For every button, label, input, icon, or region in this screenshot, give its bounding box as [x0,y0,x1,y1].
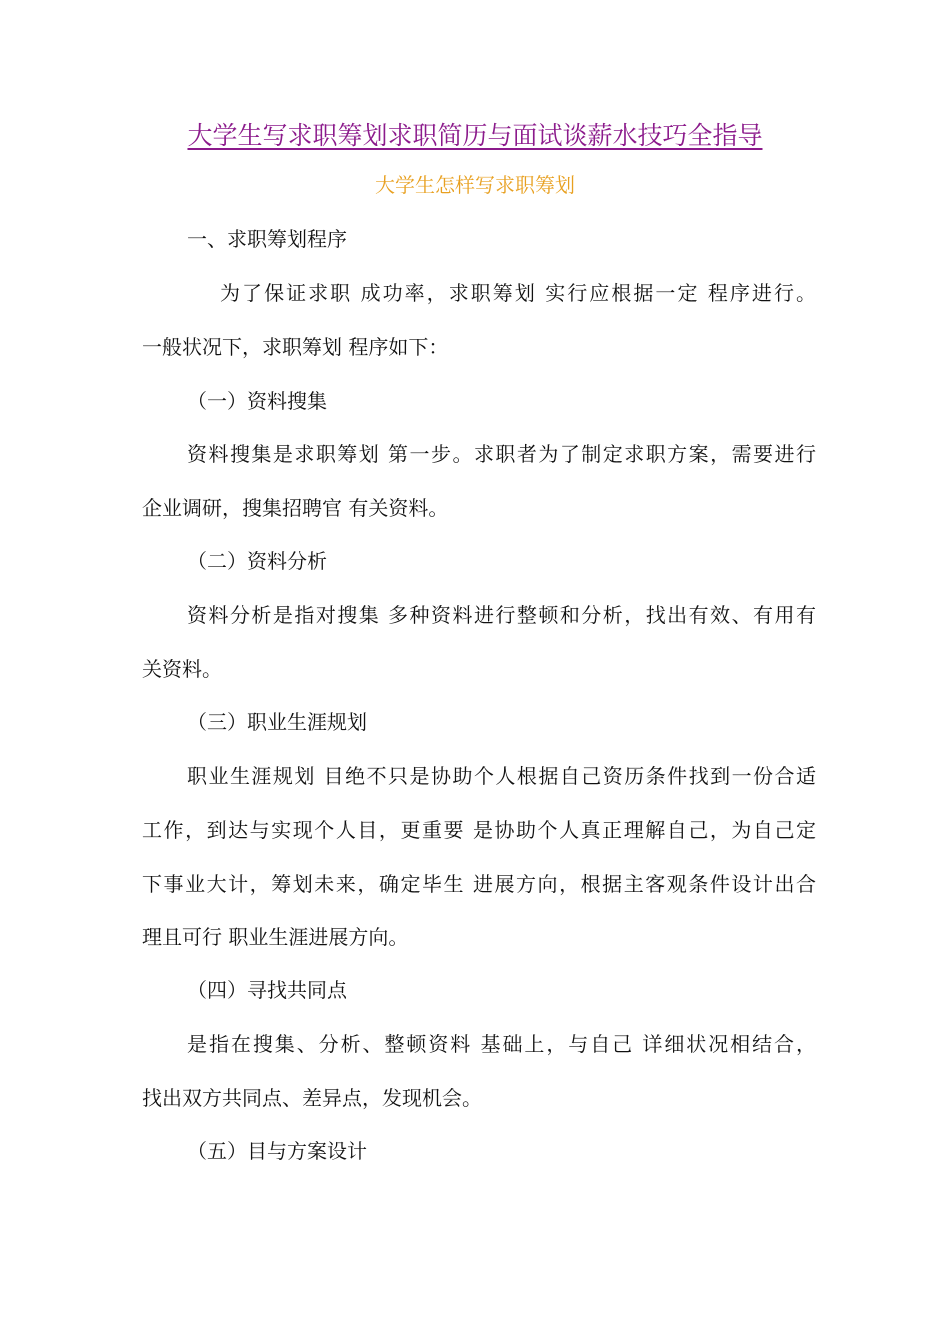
section-heading: 一、求职筹划程序 [187,227,347,251]
paragraph-line: 资料分析是指对搜集 多种资料进行整顿和分析，找出有效、有用有 [187,603,816,627]
subsection-heading: （三）职业生涯规划 [187,710,367,734]
paragraph-line: 资料搜集是求职筹划 第一步。求职者为了制定求职方案，需要进行 [187,442,816,466]
paragraph-line: 一般状况下，求职筹划 程序如下： [142,335,449,359]
paragraph-line: 职业生涯规划 目绝不只是协助个人根据自己资历条件找到一份合适 [187,764,816,788]
paragraph-line: 是指在搜集、分析、整顿资料 基础上，与自己 详细状况相结合， [187,1032,816,1056]
paragraph-line: 找出双方共同点、差异点，发现机会。 [142,1086,482,1110]
paragraph-line: 工作，到达与实现个人目，更重要 是协助个人真正理解自己，为自己定 [142,818,816,842]
paragraph-line: 为了保证求职 成功率，求职筹划 实行应根据一定 程序进行。 [220,281,816,305]
paragraph-line: 下事业大计，筹划未来，确定毕生 进展方向，根据主客观条件设计出合 [142,872,816,896]
subsection-heading: （四）寻找共同点 [187,978,347,1002]
document-title: 大学生写求职筹划求职简历与面试谈薪水技巧全指导 [187,121,763,150]
subsection-heading: （一）资料搜集 [187,389,327,413]
paragraph-line: 关资料。 [142,657,222,681]
document-subtitle: 大学生怎样写求职筹划 [375,173,575,197]
paragraph-line: 理且可行 职业生涯进展方向。 [142,925,409,949]
subsection-heading: （二）资料分析 [187,549,327,573]
subsection-heading: （五）目与方案设计 [187,1139,367,1163]
paragraph-line: 企业调研，搜集招聘官 有关资料。 [142,496,449,520]
